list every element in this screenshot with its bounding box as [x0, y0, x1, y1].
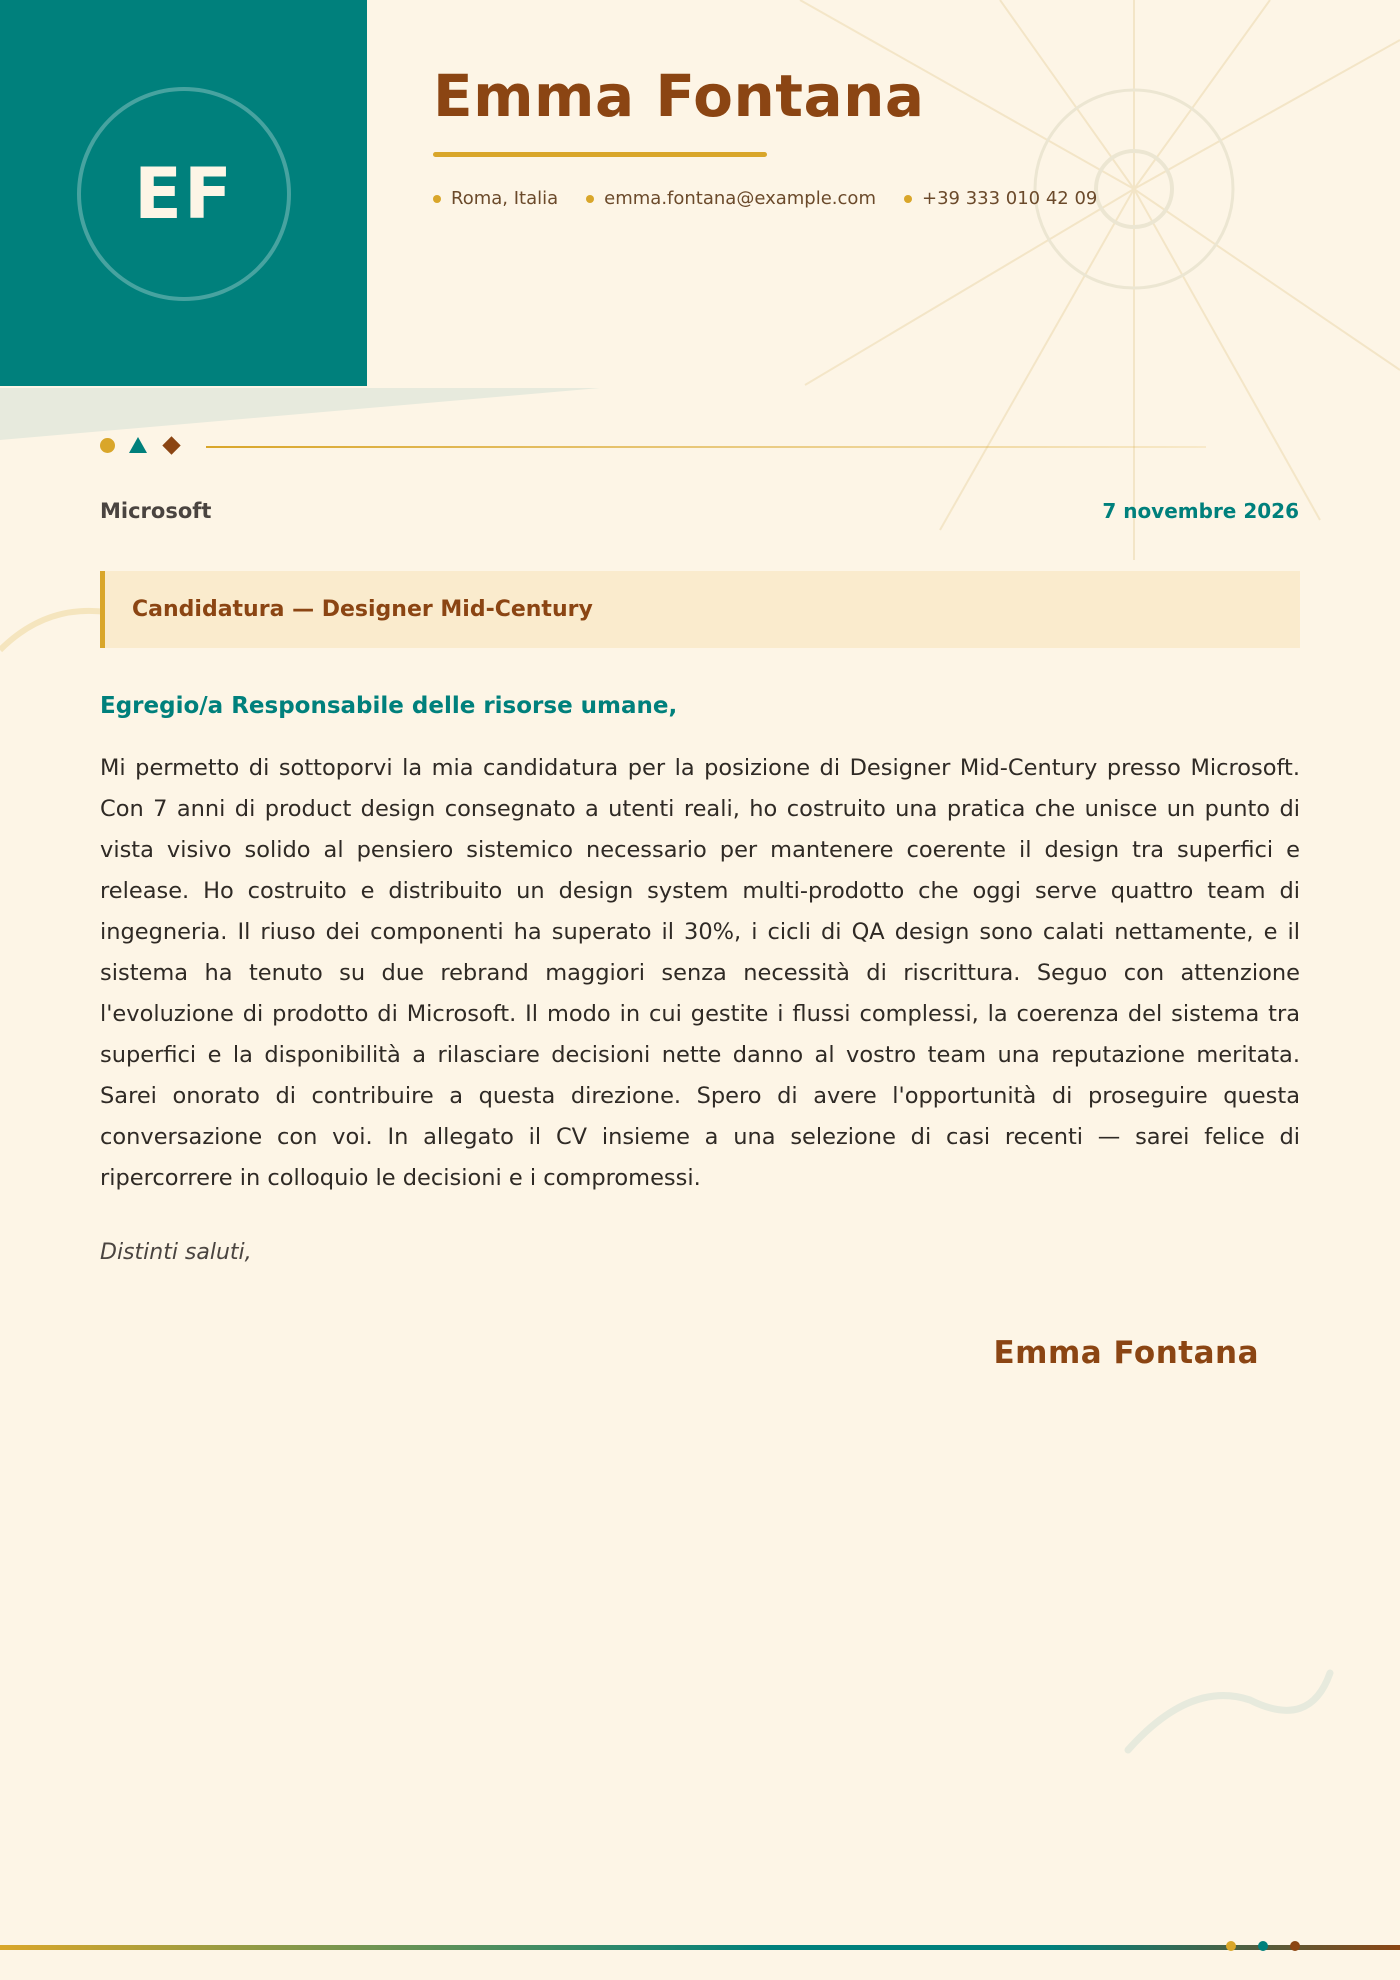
bullet-dot-icon	[904, 195, 912, 203]
monogram-initials: EF	[134, 153, 234, 235]
letter-date: 7 novembre 2026	[1102, 499, 1299, 523]
contact-info-row	[433, 188, 1097, 209]
contact-email-text[interactable]: emma.fontana@example.com	[604, 188, 876, 209]
footer-gradient-bar	[0, 1945, 1400, 1950]
footer-dot-mustard	[1226, 1941, 1236, 1951]
contact-location	[433, 188, 558, 209]
recipient-company: Microsoft	[100, 499, 212, 523]
starburst-ring-inner	[1096, 151, 1172, 227]
bullet-dot-icon	[433, 195, 441, 203]
subject-text: Candidatura — Designer Mid-Century	[132, 597, 593, 622]
contact-email[interactable]	[586, 188, 876, 209]
sage-wedge-decoration	[0, 388, 600, 440]
footer-dot-brown	[1290, 1941, 1300, 1951]
diamond-icon	[162, 436, 180, 454]
bottom-right-wave-decoration	[1128, 1673, 1330, 1750]
name-underline	[433, 152, 767, 157]
divider-line	[206, 446, 1206, 448]
footer-dots	[1226, 1941, 1300, 1951]
circle-icon	[100, 438, 115, 453]
applicant-name: Emma Fontana	[433, 62, 925, 130]
contact-phone-text[interactable]: +39 333 010 42 09	[921, 188, 1098, 209]
greeting: Egregio/a Responsabile delle risorse umane,	[100, 693, 678, 719]
monogram-ring	[77, 87, 291, 301]
bullet-dot-icon	[586, 195, 594, 203]
letter-body: Mi permetto di sottoporvi la mia candidatura per la posizione di Designer Mid-Century presso Microsoft. Con 7 anni di product design consegnato a utenti reali, ho costruito una pratica che unisce un punto di vista visivo solido al pensiero sistemico necessario per mantenere coerente il design tra superfici e release. Ho costruito e distribuito un design system multi-prodotto che oggi serve quattro team di ingegneria. Il riuso dei componenti ha superato il 30%, i cicli di QA design sono calati nettamente, e il sistema ha tenuto su due rebrand maggiori senza necessità di riscrittura. Seguo con attenzione l'evoluzione di prodotto di Microsoft. Il modo in cui gestite i flussi complessi, la coerenza del sistema tra superfici e la disponibilità a rilasciare decisioni nette danno al vostro team una reputazione meritata. Sarei onorato di contribuire a questa direzione. Spero di avere l'opportunità di proseguire questa conversazione con voi. In allegato il CV insieme a una selezione di casi recenti — sarei felice di ripercorrere in colloquio le decisioni e i compromessi.	[100, 755, 1300, 1191]
signature: Emma Fontana	[993, 1335, 1259, 1371]
contact-location-text: Roma, Italia	[451, 188, 559, 209]
triangle-icon	[129, 437, 147, 453]
contact-phone[interactable]	[904, 188, 1097, 209]
subject-box	[100, 571, 1300, 648]
divider-shapes	[100, 437, 178, 453]
closing: Distinti saluti,	[100, 1240, 252, 1265]
footer-dot-teal	[1258, 1941, 1268, 1951]
monogram-panel	[0, 0, 367, 386]
